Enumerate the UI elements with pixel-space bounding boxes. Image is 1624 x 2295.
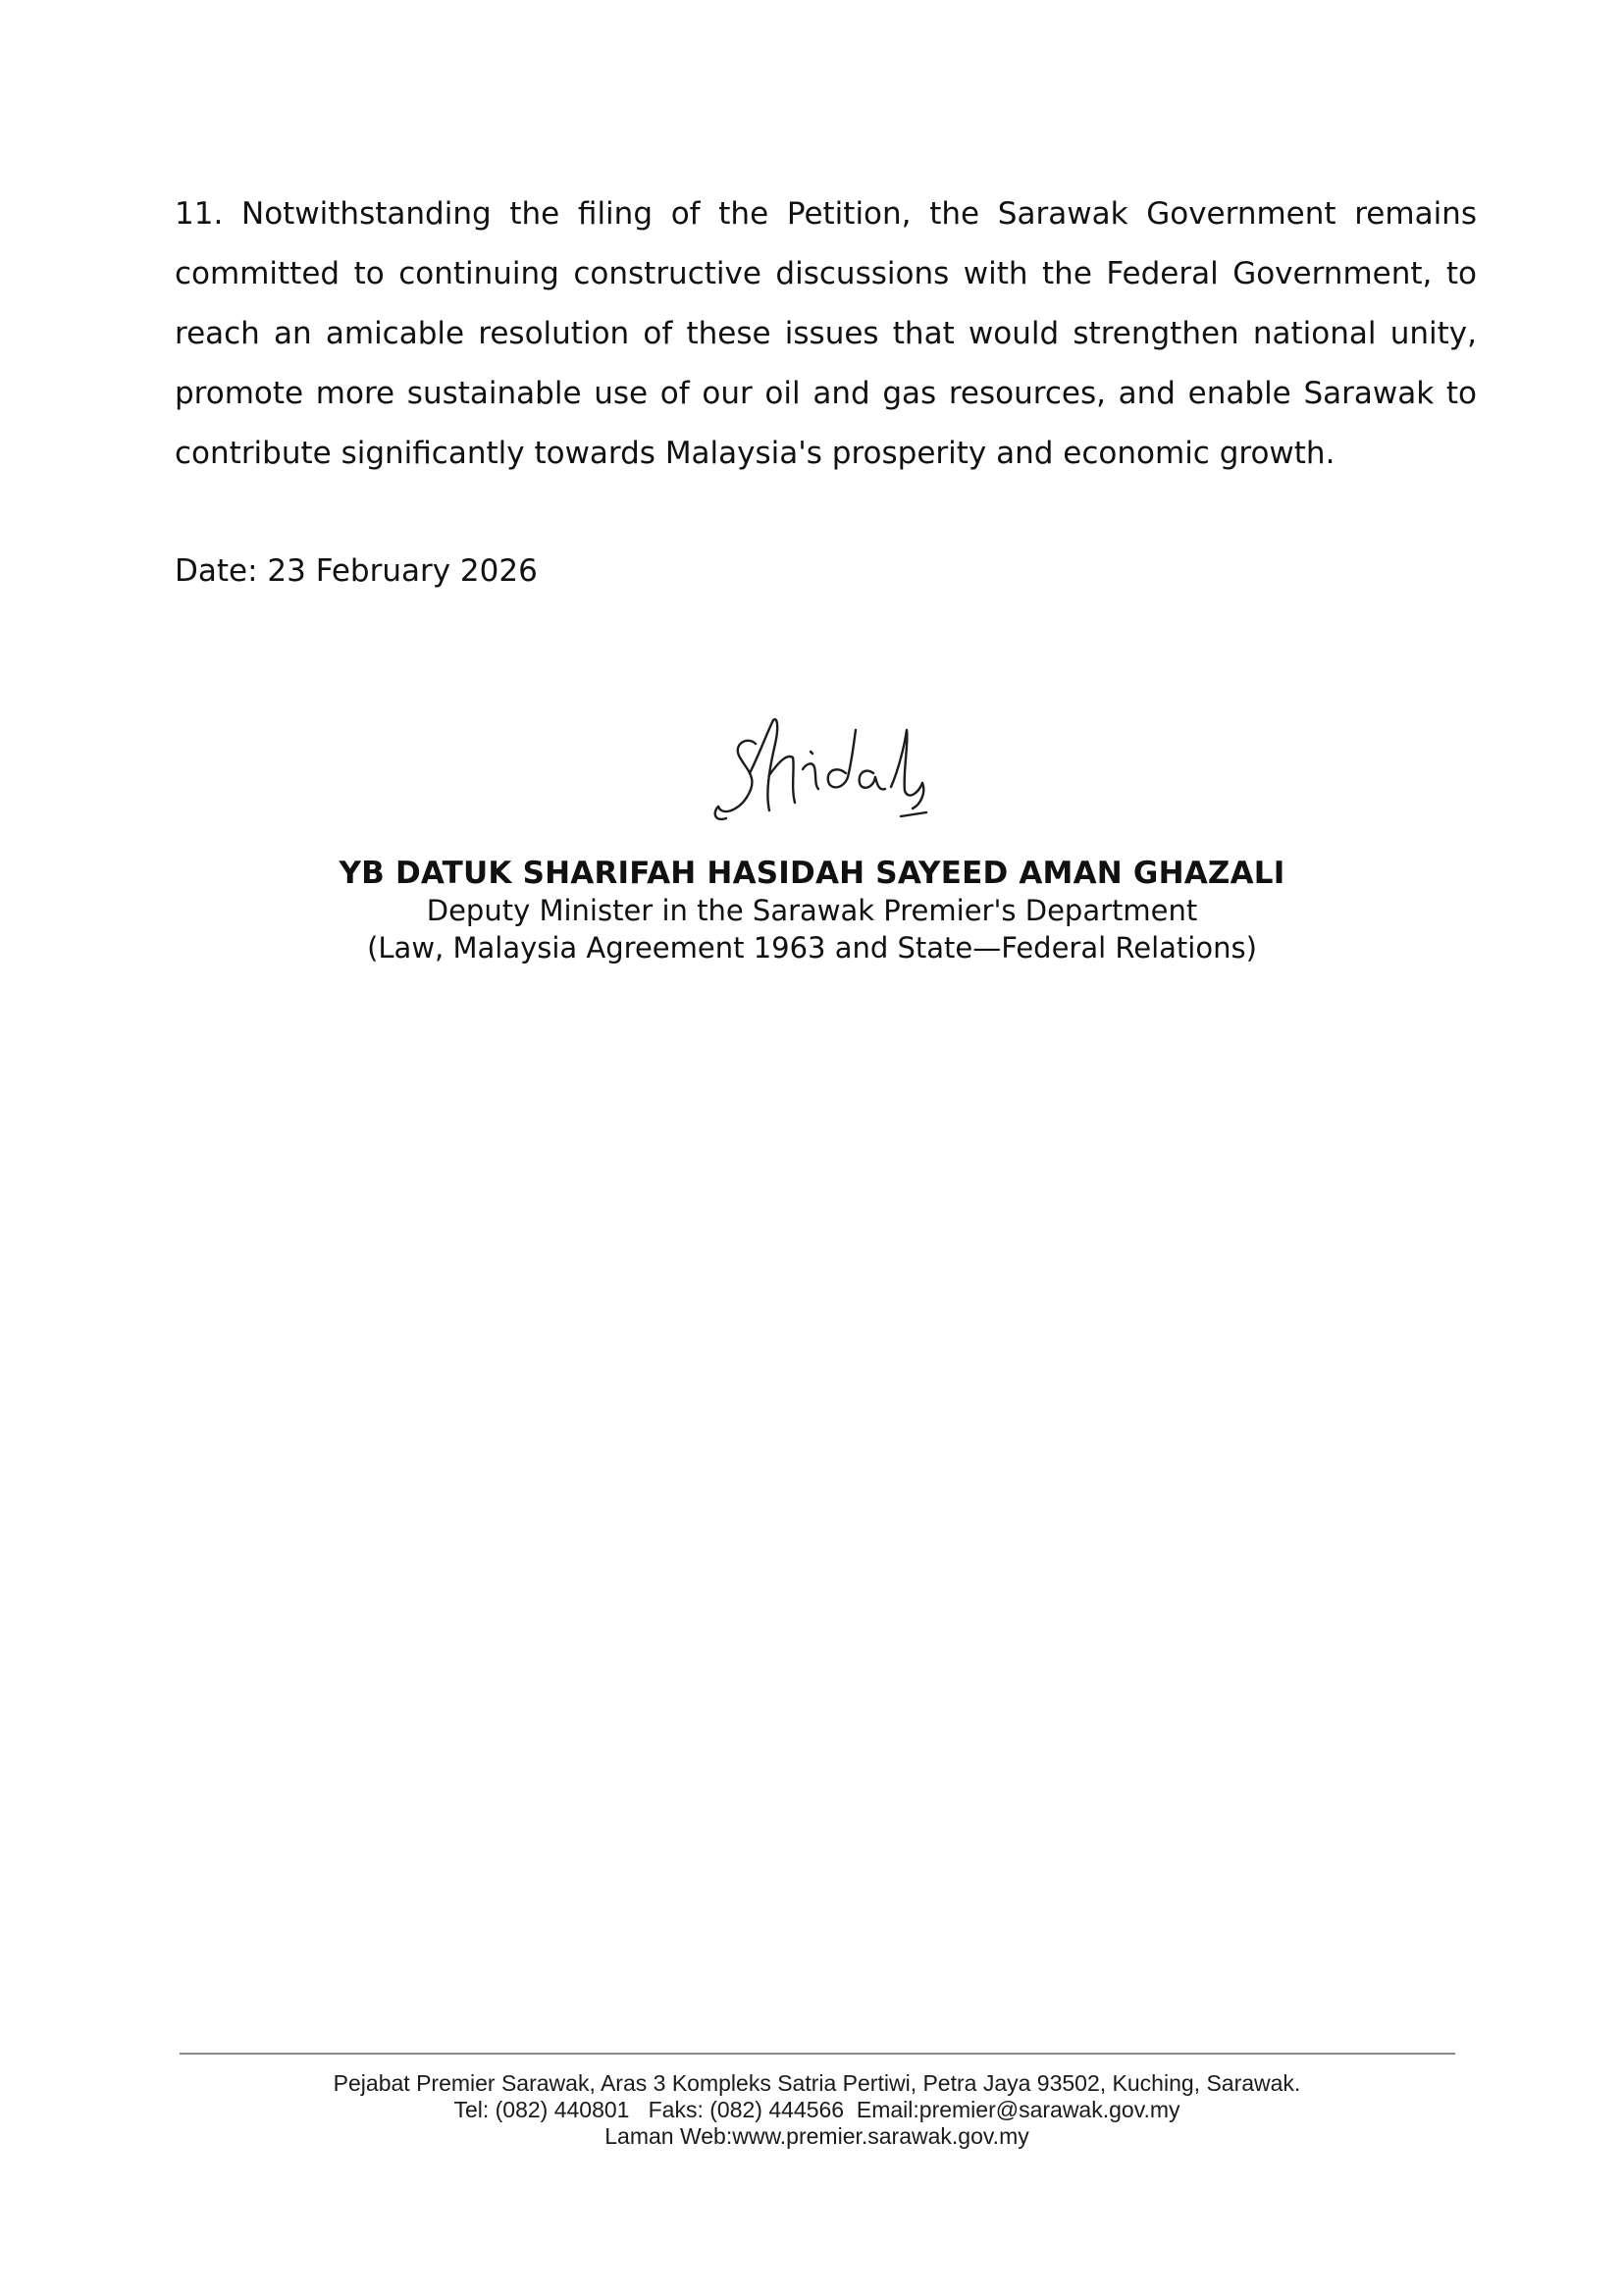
signatory-title: Deputy Minister in the Sarawak Premier's Department [426, 894, 1198, 927]
signatory-portfolio: (Law, Malaysia Agreement 1963 and State—Federal Relations) [367, 931, 1257, 965]
footer-divider [180, 2053, 1455, 2055]
footer-contact: Tel: (082) 440801 Faks: (082) 444566 Email:premier@sarawak.gov.my [453, 2097, 1180, 2122]
paragraph-11: 11. Notwithstanding the filing of the Petition, the Sarawak Government remains committed to continuing constructive discussions with the Federal Government, to reach an amicable resolution of these issues that would strengthen national unity, promote more sustainable use of our oil and gas resources, and enable Sarawak to contribute significantly towards Malaysia's prosperity and economic growth. [175, 196, 1477, 471]
signatory-name: YB DATUK SHARIFAH HASIDAH SAYEED AMAN GHAZALI [339, 856, 1285, 891]
date-line: Date: 23 February 2026 [175, 553, 538, 589]
footer-website: Laman Web:www.premier.sarawak.gov.my [604, 2123, 1029, 2149]
footer-address: Pejabat Premier Sarawak, Aras 3 Kompleks Satria Pertiwi, Petra Jaya 93502, Kuching, Sarawak. [333, 2070, 1301, 2096]
handwritten-signature-icon [708, 714, 942, 842]
